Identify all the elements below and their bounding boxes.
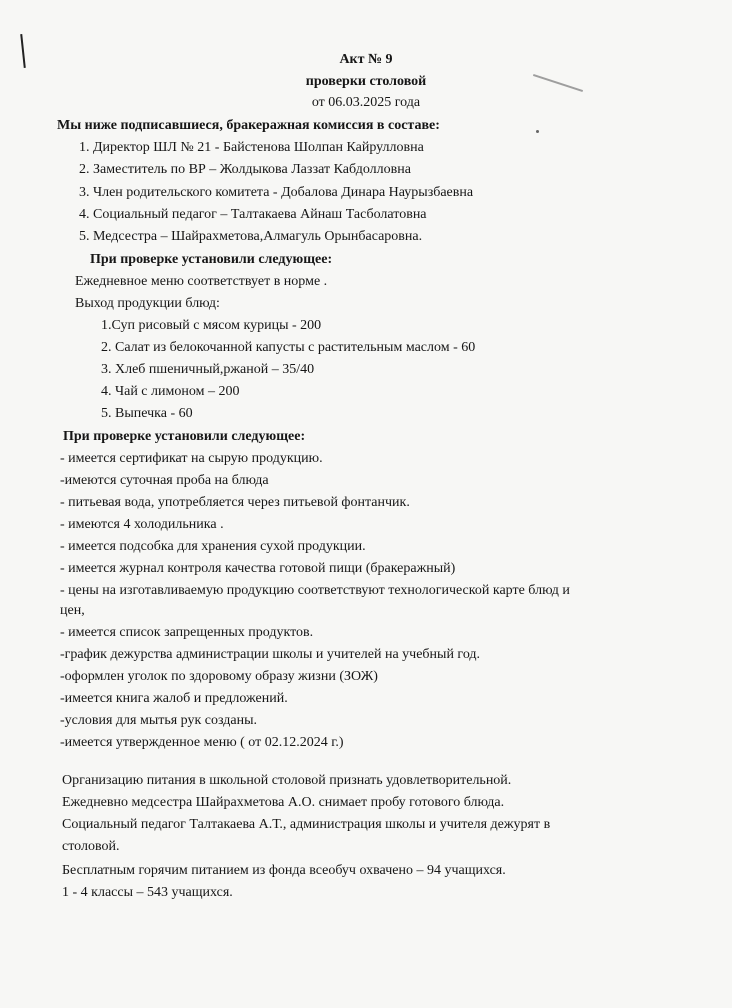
dish-item: 4. Чай с лимоном – 200 (101, 384, 240, 399)
finding-item: -имеются суточная проба на блюда (60, 473, 269, 488)
finding-item: -условия для мытья рук созданы. (60, 713, 258, 728)
commission-member: 1. Директор ШЛ № 21 - Байстенова Шолпан Кайрулловна (79, 140, 424, 155)
finding-item: - имеются 4 холодильника . (60, 517, 224, 532)
dish-item: 3. Хлеб пшеничный,ржаной – 35/40 (101, 362, 315, 377)
scan-dot (536, 130, 539, 133)
dish-item: 1.Суп рисовый с мясом курицы - 200 (101, 318, 322, 333)
commission-member: 5. Медсестра – Шайрахметова,Алмагуль Орынбасаровна. (79, 229, 423, 244)
act-subject: проверки столовой (305, 74, 427, 89)
conclusion-line: 1 - 4 классы – 543 учащихся. (62, 885, 233, 900)
dish-item: 2. Салат из белокочанной капусты с растительным маслом - 60 (101, 340, 476, 355)
act-title: Акт № 9 (339, 52, 393, 67)
inspection-heading: При проверке установили следующее: (90, 252, 333, 267)
finding-item: -оформлен уголок по здоровому образу жизни (ЗОЖ) (60, 669, 378, 684)
conclusion-line: Ежедневно медсестра Шайрахметова А.О. снимает пробу готового блюда. (62, 795, 505, 810)
commission-member: 4. Социальный педагог – Талтакаева Айнаш Тасболатовна (79, 207, 427, 222)
finding-item: - имеется подсобка для хранения сухой продукции. (60, 539, 366, 554)
finding-item: -имеется утвержденное меню ( от 02.12.2024 г.) (60, 735, 344, 750)
finding-item: -имеется книга жалоб и предложений. (60, 691, 288, 706)
inspection-heading: При проверке установили следующее: (63, 429, 306, 444)
conclusion-line: Бесплатным горячим питанием из фонда всеобуч охвачено – 94 учащихся. (62, 863, 506, 878)
finding-item: - имеется список запрещенных продуктов. (60, 625, 314, 640)
conclusion-line: Организацию питания в школьной столовой признать удовлетворительной. (62, 773, 512, 788)
output-title: Выход продукции блюд: (75, 296, 220, 311)
finding-item: - питьевая вода, употребляется через питьевой фонтанчик. (60, 495, 410, 510)
dish-item: 5. Выпечка - 60 (101, 406, 193, 421)
finding-item: - цены на изготавливаемую продукцию соответствуют технологической карте блюд и (60, 583, 570, 598)
menu-note: Ежедневное меню соответствует в норме . (75, 274, 328, 289)
commission-intro: Мы ниже подписавшиеся, бракеражная комиссия в составе: (57, 118, 440, 133)
finding-item: - имеется журнал контроля качества готовой пищи (бракеражный) (60, 561, 456, 576)
commission-member: 3. Член родительского комитета - Добалова Динара Наурызбаевна (79, 185, 474, 200)
act-date: от 06.03.2025 года (311, 95, 421, 110)
finding-item: цен, (60, 603, 85, 618)
finding-item: -график дежурства администрации школы и учителей на учебный год. (60, 647, 481, 662)
commission-member: 2. Заместитель по ВР – Жолдыкова Лаззат Кабдолловна (79, 162, 411, 177)
conclusion-line: Социальный педагог Талтакаева А.Т., администрация школы и учителя дежурят в (62, 817, 551, 832)
finding-item: - имеется сертификат на сырую продукцию. (60, 451, 323, 466)
conclusion-line: столовой. (62, 839, 120, 854)
